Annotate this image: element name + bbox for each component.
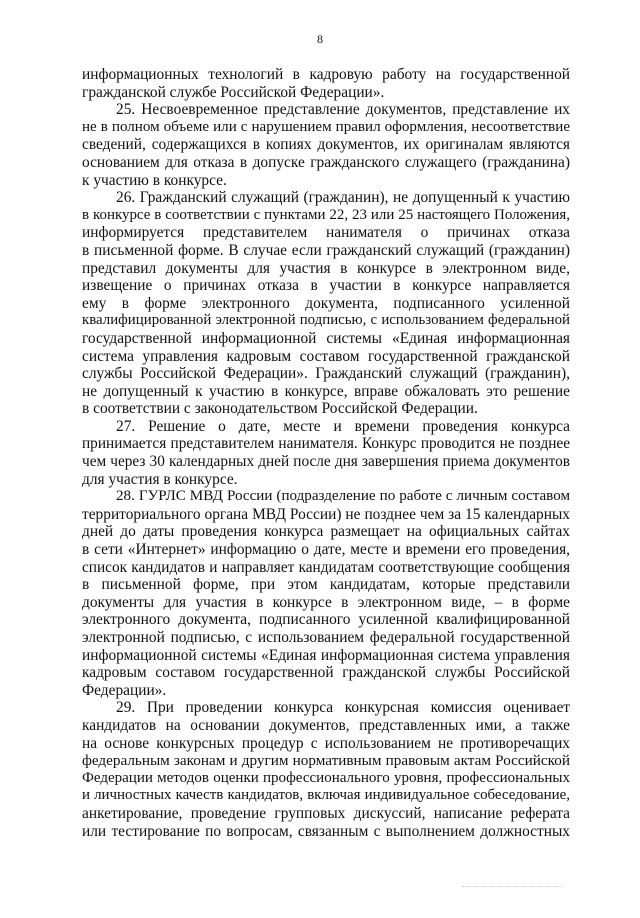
scan-artifact xyxy=(462,886,562,889)
text-line: или тестирование по вопросам, связанным с выполнением должностных xyxy=(82,822,570,840)
text-line: 25. Несвоевременное представление документов, представление их xyxy=(116,101,570,119)
text-line: основанием для отказа в допуске гражданского служащего (гражданина) xyxy=(82,153,570,171)
text-line: территориального органа МВД России) не позднее чем за 15 календарных xyxy=(82,505,570,523)
text-line: 26. Гражданский служащий (гражданин), не допущенный к участию xyxy=(116,189,570,207)
text-line: федеральным законам и другим нормативным правовым актам Российской xyxy=(82,752,570,770)
text-line: представил документы для участия в конкурсе в электронном виде, xyxy=(82,259,570,277)
text-line: принимается представителем нанимателя. Конкурс проводится не позднее xyxy=(82,435,570,453)
text-line: и личностных качеств кандидатов, включая индивидуальное собеседование, xyxy=(82,787,570,804)
text-line: для участия в конкурсе. xyxy=(82,470,238,488)
text-line: кадровым составом государственной гражданской службы Российской xyxy=(82,664,570,682)
text-line: гражданской службе Российской Федерации». xyxy=(82,83,385,101)
text-line: чем через 30 календарных дней после дня завершения приема документов xyxy=(82,453,570,471)
text-line: документы для участия в конкурсе в электронном виде, – в форме xyxy=(82,593,570,611)
text-line: кандидатов на основании документов, представленных ими, а также xyxy=(82,716,570,734)
text-line: список кандидатов и направляет кандидатам соответствующие сообщения xyxy=(82,558,570,576)
text-line: службы Российской Федерации». Гражданский служащий (гражданин), xyxy=(82,365,570,383)
text-line: анкетирование, проведение групповых дискуссий, написание реферата xyxy=(82,804,570,822)
text-line: не в полном объеме или с нарушением правил оформления, несоответствие xyxy=(82,118,570,135)
text-line: ему в форме электронного документа, подписанного усиленной xyxy=(82,294,570,312)
text-line: в соответствии с законодательством Российской Федерации. xyxy=(82,400,478,418)
text-line: сведений, содержащихся в копиях документов, их оригиналам являются xyxy=(82,136,570,154)
text-line: информируется представителем нанимателя о причинах отказа xyxy=(82,224,570,242)
document-body xyxy=(82,66,570,840)
page-number: 8 xyxy=(317,32,323,46)
text-line: в сети «Интернет» информацию о дате, месте и времени его проведения, xyxy=(82,541,570,559)
text-line: 28. ГУРЛС МВД России (подразделение по работе с личным составом xyxy=(116,488,570,505)
text-line: в конкурсе в соответствии с пунктами 22, 23 или 25 настоящего Положения, xyxy=(82,206,570,223)
text-line: не допущенный к участию в конкурсе, вправе обжаловать это решение xyxy=(82,382,570,400)
text-line: государственной информационной системы «Единая информационная xyxy=(82,329,570,347)
text-line: дней до даты проведения конкурса размещает на официальных сайтах xyxy=(82,523,570,541)
text-line: в письменной форме. В случае если гражданский служащий (гражданин) xyxy=(82,241,570,259)
text-line: извещение о причинах отказа в участии в конкурсе направляется xyxy=(82,277,570,295)
text-line: квалифицированной электронной подписью, с использованием федеральной xyxy=(82,312,570,329)
text-line: Федерации методов оценки профессионального уровня, профессиональных xyxy=(82,769,570,786)
text-line: 27. Решение о дате, месте и времени проведения конкурса xyxy=(116,417,570,435)
text-line: информационных технологий в кадровую работу на государственной xyxy=(82,66,570,83)
text-line: электронного документа, подписанного усиленной квалифицированной xyxy=(82,611,570,629)
text-line: информационной системы «Единая информационная система управления xyxy=(82,646,570,664)
text-line: электронной подписью, с использованием федеральной государственной xyxy=(82,629,570,646)
text-line: в письменной форме, при этом кандидатам, которые представили xyxy=(82,576,570,594)
text-line: система управления кадровым составом государственной гражданской xyxy=(82,347,570,365)
text-line: 29. При проведении конкурса конкурсная комиссия оценивает xyxy=(116,699,570,717)
text-line: к участию в конкурсе. xyxy=(82,171,227,189)
text-line: на основе конкурсных процедур с использованием не противоречащих xyxy=(82,734,570,752)
text-line: Федерации». xyxy=(82,681,167,699)
